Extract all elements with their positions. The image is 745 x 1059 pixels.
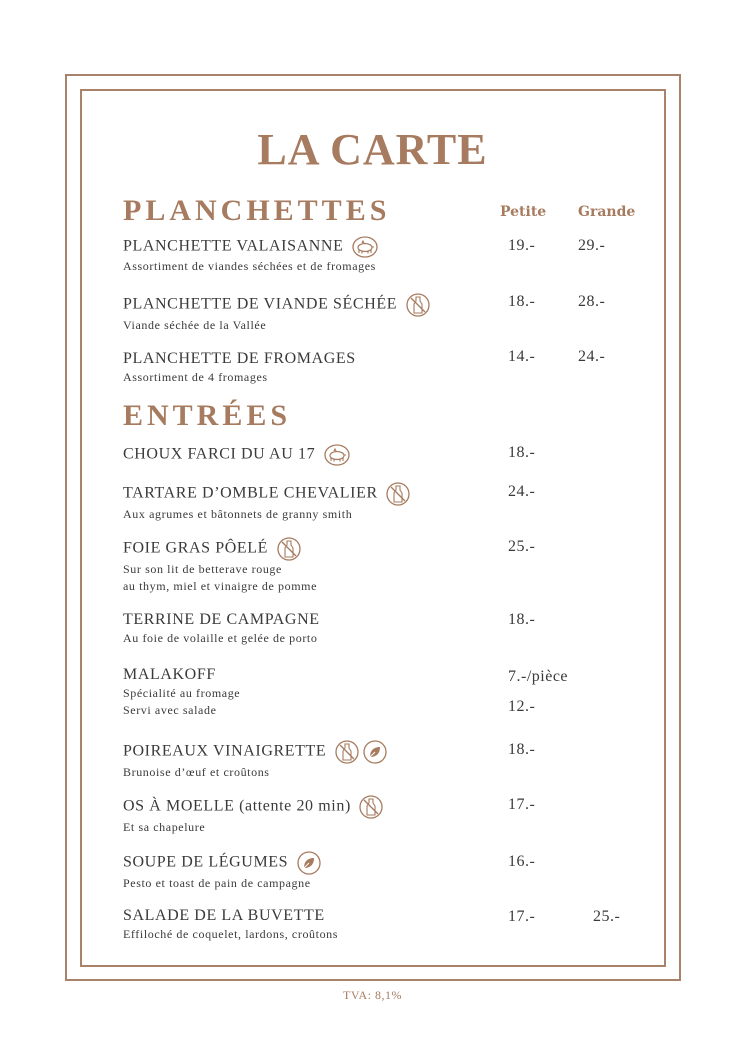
item-description: Brunoise d’œuf et croûtons (123, 765, 270, 779)
section-heading-entrees: ENTRÉES (123, 399, 292, 432)
no-gluten-icon (406, 293, 430, 317)
pig-icon (352, 236, 378, 258)
menu-item (123, 236, 493, 275)
price: 24.- (508, 483, 536, 500)
price-petite: 14.- (508, 348, 536, 365)
item-name: FOIE GRAS PÔELÉ (123, 539, 269, 557)
price-petite: 17.- (508, 908, 536, 925)
item-name: SALADE DE LA BUVETTE (123, 907, 325, 924)
column-header-petite: Petite (500, 204, 547, 220)
item-description: Effiloché de coquelet, lardons, croûtons (123, 927, 339, 941)
no-gluten-icon (359, 795, 383, 819)
tva-note: TVA: 8,1% (343, 988, 402, 1002)
item-description: Servi avec salade (123, 703, 217, 717)
item-description: Spécialité au fromage (123, 686, 241, 700)
price-grande: 29.- (578, 237, 606, 254)
item-name: POIREAUX VINAIGRETTE (123, 742, 327, 760)
page-title: LA CARTE (257, 125, 488, 174)
item-name: OS À MOELLE (attente 20 min) (123, 797, 351, 815)
item-description: Viande séchée de la Vallée (123, 318, 267, 332)
item-name: PLANCHETTE VALAISANNE (123, 237, 344, 255)
pig-icon (324, 444, 350, 466)
price: 18.- (508, 611, 536, 628)
item-name: PLANCHETTE DE VIANDE SÉCHÉE (123, 295, 398, 313)
price-grande: 28.- (578, 293, 606, 310)
item-name: CHOUX FARCI DU AU 17 (123, 445, 316, 463)
item-description: Assortiment de 4 fromages (123, 370, 268, 384)
no-gluten-icon (335, 740, 359, 764)
menu-item (123, 665, 493, 719)
menu-item (123, 349, 493, 386)
column-header-grande: Grande (578, 204, 636, 220)
price-grande: 24.- (578, 348, 606, 365)
item-description: Aux agrumes et bâtonnets de granny smith (123, 507, 353, 521)
menu-item (123, 444, 493, 466)
item-name: PLANCHETTE DE FROMAGES (123, 350, 356, 367)
price: 18.- (508, 444, 536, 461)
item-description: Sur son lit de betterave rouge (123, 562, 282, 576)
item-description: Assortiment de viandes séchées et de fromages (123, 259, 376, 273)
no-gluten-icon (277, 537, 301, 561)
vegetarian-leaf-icon (363, 740, 387, 764)
price: 25.- (508, 538, 536, 555)
menu-item (123, 851, 493, 892)
price-petite: 18.- (508, 293, 536, 310)
price: 18.- (508, 741, 536, 758)
menu-item (123, 740, 493, 781)
price-with-salad: 12.- (508, 698, 536, 715)
item-name: SOUPE DE LÉGUMES (123, 853, 289, 871)
item-description: Au foie de volaille et gelée de porto (123, 631, 318, 645)
vegetarian-leaf-icon (297, 851, 321, 875)
menu-item (123, 906, 493, 943)
no-gluten-icon (386, 482, 410, 506)
price: 16.- (508, 853, 536, 870)
item-name: TERRINE DE CAMPAGNE (123, 611, 320, 628)
price: 17.- (508, 796, 536, 813)
price-petite: 19.- (508, 237, 536, 254)
menu-item (123, 482, 493, 523)
item-description: Pesto et toast de pain de campagne (123, 876, 311, 890)
item-name: TARTARE D’OMBLE CHEVALIER (123, 484, 378, 502)
menu-item (123, 795, 493, 836)
section-heading-planchettes: PLANCHETTES (123, 194, 391, 227)
menu-item (123, 293, 493, 334)
menu-item (123, 537, 493, 595)
item-description: Et sa chapelure (123, 820, 206, 834)
item-description: au thym, miel et vinaigre de pomme (123, 579, 318, 593)
price-per-piece: 7.-/pièce (508, 668, 569, 685)
price-grande: 25.- (593, 908, 621, 925)
menu-item (123, 610, 493, 647)
item-name: MALAKOFF (123, 666, 216, 683)
